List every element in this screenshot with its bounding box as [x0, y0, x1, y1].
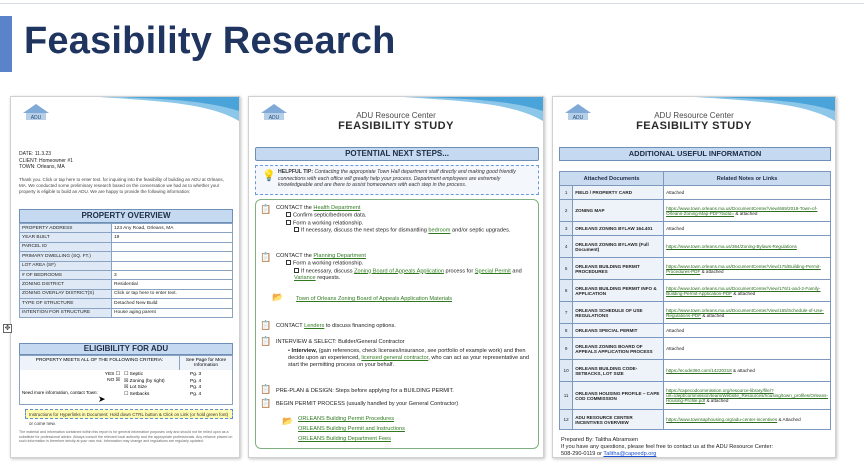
lenders-link[interactable]: Lenders [304, 323, 325, 329]
no-option[interactable]: NO ☒ [107, 378, 120, 383]
header-subtitle: ADU Resource Center [356, 111, 436, 120]
interview-bullet: • Interview, (gain references, check licenses/insurance, see portfolio of example work) and then decide upon an experienced, licensed general contractor, who can act as your representative and start the permitting process on your behalf. [288, 348, 530, 368]
overview-value[interactable]: 3 [112, 270, 233, 279]
overview-value[interactable]: Detached New Build [112, 299, 233, 308]
row-number: 11 [560, 382, 573, 410]
permit-procedures-link[interactable]: ORLEANS Building Permit Procedures [298, 416, 395, 422]
contact-text: If you have any questions, please feel free to contact us at the ADU Resource Center: [561, 444, 774, 450]
overview-value[interactable] [112, 252, 233, 261]
page-ref: Pg. 4 [190, 391, 202, 397]
table-row [560, 410, 831, 430]
folder-icon: 📂 [282, 416, 294, 426]
overview-key: PARCEL ID [20, 242, 112, 251]
planning-sub-and: and [512, 268, 522, 274]
svg-text:ADU: ADU [30, 115, 42, 121]
checklist-icon: 📋 [260, 204, 272, 214]
table-row [560, 236, 831, 258]
eligibility-page-refs [190, 372, 201, 398]
document-note [664, 280, 831, 302]
checklist-icon: 📋 [260, 252, 272, 262]
property-overview-table [19, 223, 233, 318]
preplan-step: PRE-PLAN & DESIGN: Steps before applying for a BUILDING PERMIT. [276, 388, 454, 394]
contact-phone: 508-290-0119 or [561, 451, 602, 457]
document-link[interactable]: https://ecode360.com/14220318 [666, 368, 732, 373]
document-note [664, 324, 831, 338]
document-name: FIELD / PROPERTY CARD [573, 186, 664, 200]
table-row [20, 299, 233, 308]
planning-lead: CONTACT the [276, 253, 312, 259]
document-link[interactable]: https://www.town.orleans.ma.us/DocumentCenter/View/175/Building-Permit-Procedures-PDF [666, 263, 821, 274]
zba-materials [296, 296, 452, 303]
document-note [664, 382, 831, 410]
criteria-setbacks[interactable]: ☐ Setbacks [124, 391, 150, 397]
document-note-text: & attached [733, 368, 755, 373]
need-more-info: Need more information, contact Town: [22, 390, 98, 395]
checkbox[interactable] [286, 212, 291, 217]
adu-logo-icon [19, 101, 53, 123]
table-row [20, 308, 233, 317]
overview-key: ZONING OVERLAY DISTRICT(S) [20, 289, 112, 298]
permit-instructions-link[interactable]: ORLEANS Building Permit and Instructions [298, 426, 405, 432]
header-subtitle: ADU Resource Center [654, 111, 734, 120]
table-row [560, 302, 831, 324]
additional-info-title: ADDITIONAL USEFUL INFORMATION [559, 147, 831, 161]
tip-label: HELPFUL TIP: [278, 169, 314, 175]
document-name: ORLEANS BUILDING PERMIT INFO & APPLICATION [573, 280, 664, 302]
table-row [560, 280, 831, 302]
row-number: 9 [560, 338, 573, 360]
table-row [20, 252, 233, 261]
table-row [560, 338, 831, 360]
overview-key: TYPE OF STRUCTURE [20, 299, 112, 308]
zba-materials-link[interactable]: Town of Orleans Zoning Board of Appeals Application Materials [296, 296, 453, 302]
overview-value[interactable]: Residential [112, 280, 233, 289]
client-meta [19, 151, 73, 171]
yes-option[interactable]: YES ☐ [104, 372, 120, 377]
licensed-contractor-link[interactable]: licensed general contractor [361, 355, 429, 361]
folder-icon: 📂 [272, 292, 284, 302]
table-row [20, 289, 233, 298]
document-note-text: Attached [666, 328, 685, 333]
property-overview-title: PROPERTY OVERVIEW [19, 209, 233, 223]
planning-step [276, 253, 532, 282]
document-link[interactable]: https://capecodcommission.org/resource-library/file/?url=/dept/commission/team/Website_Resources/housing/town_profiles/Orleans-Housing-Profile.pdf [666, 388, 828, 403]
document-note [664, 222, 831, 236]
eligibility-criteria-list [124, 372, 165, 398]
document-note-text: & attached [702, 312, 725, 318]
contact-details [561, 451, 773, 458]
document-name: ORLEANS ZONING BYLAW 164.401 [573, 222, 664, 236]
checklist-icon: 📋 [260, 336, 272, 346]
document-note [664, 338, 831, 360]
overview-key: LOT AREA (SF) [20, 261, 112, 270]
attached-documents-table [559, 171, 831, 430]
row-number: 5 [560, 258, 573, 280]
health-item [276, 212, 532, 220]
title-accent-bar [0, 16, 12, 72]
row-number: 8 [560, 324, 573, 338]
header-title: FEASIBILITY STUDY [636, 120, 752, 132]
table-row [560, 360, 831, 382]
overview-key: PROPERTY ADDRESS [20, 224, 112, 233]
document-link[interactable]: https://www.town.orleans.ma.us/364/Zoning-Bylaws-Regulations [666, 244, 797, 249]
document-link[interactable]: https://www.town.orleans.ma.us/DocumentCenter/View/165/Schedule-of-Use-Regulations-PDF [666, 307, 824, 318]
feasibility-page-3 [552, 96, 836, 458]
health-item-label: Confirm septic/bedroom data. [293, 212, 367, 219]
health-sub-label: If necessary, discuss the next steps for dismantling [301, 227, 427, 234]
table-row [560, 186, 831, 200]
health-step [276, 205, 532, 235]
document-note-text: Attached [666, 226, 685, 231]
document-name: ORLEANS HOUSING PROFILE – CAPE COD COMMISSION [573, 382, 664, 410]
variance-link[interactable]: Variance [294, 275, 316, 281]
slide-title: Feasibility Research [24, 20, 396, 62]
table-move-handle-icon[interactable]: ✥ [4, 325, 11, 332]
document-note [664, 302, 831, 324]
table-row [20, 261, 233, 270]
page-ref: Pg. 4 [190, 378, 202, 384]
interview-bold: Interview, [291, 348, 318, 354]
svg-text:ADU: ADU [268, 115, 280, 121]
meta-date: DATE: 11.3.23 [19, 151, 52, 157]
overview-key: PRIMARY DWELLING (SQ. FT.) [20, 252, 112, 261]
document-name: ZONING MAP [573, 200, 664, 222]
table-row [560, 222, 831, 236]
feasibility-page-1 [10, 96, 240, 458]
interview-tail: , who can act as your representative and start the permitting process on your behalf. [288, 355, 530, 368]
col-related-notes: Related Notes or Links [664, 172, 831, 186]
header-wave-graphic [99, 97, 239, 121]
document-note-text: Attached [666, 346, 685, 351]
document-note [664, 360, 831, 382]
header-title: FEASIBILITY STUDY [338, 120, 454, 132]
planning-item-label: Form a working relationship. [293, 260, 364, 267]
row-number: 4 [560, 236, 573, 258]
planning-sub-label: If necessary, discuss [301, 268, 353, 274]
document-name: ORLEANS ZONING BOARD OF APPEALS APPLICATION PROCESS [573, 338, 664, 360]
row-number: 3 [560, 222, 573, 236]
checkbox[interactable] [286, 220, 291, 225]
bedroom-link[interactable]: bedroom [428, 227, 451, 234]
table-row [20, 224, 233, 233]
page-header [249, 111, 543, 132]
tip-text: Contacting the appropriate Town Hall department staff directly and making good friendly connections with each office will greatly help your process. Department employees are extremely knowledgeable and are there to assist homeowners with each step in the process. [278, 169, 516, 189]
table-row [560, 200, 831, 222]
lenders-lead: CONTACT [276, 323, 303, 329]
document-note [664, 186, 831, 200]
overview-key: INTENTION FOR STRUCTURE [20, 308, 112, 317]
top-divider [0, 3, 864, 4]
overview-value[interactable] [112, 242, 233, 251]
overview-key: ZONING DISTRICT [20, 280, 112, 289]
planning-department-link[interactable]: Planning Department [313, 253, 366, 259]
mouse-cursor-icon: ➤ [98, 394, 106, 404]
row-number: 10 [560, 360, 573, 382]
interview-title: INTERVIEW & SELECT: Builder/General Contractor [276, 339, 405, 345]
intro-paragraph: Thank you. Click or tap here to enter text. for inquiring into the feasibility of building an ADU at Orleans, MA. We conducted some preliminary research based on the conversation we had as to whether your property is eligible to build an ADU. We are happy to provide the following information: [19, 177, 224, 194]
overview-key: # OF BEDROOMS [20, 270, 112, 279]
interview-step [276, 339, 532, 369]
document-name: ORLEANS BUILDING PERMIT PROCEDURES [573, 258, 664, 280]
document-note-text: & attached [701, 268, 724, 274]
overview-value[interactable]: House aging parent [112, 308, 233, 317]
health-department-link[interactable]: Health Department [313, 205, 361, 211]
table-row [560, 258, 831, 280]
document-link[interactable]: https://www.town.orleans.ma.us/DocumentCenter/View/176/1-and-2-Family-Building-Permit-Application-PDF [666, 285, 821, 296]
row-number: 6 [560, 280, 573, 302]
document-note-text: & attached [706, 398, 729, 403]
interview-text: (gain references, check licenses/insurance, see portfolio of example work) and then decide upon an experienced, [288, 348, 526, 361]
meta-client: CLIENT: Homeowner #1 [19, 157, 73, 164]
col-attached-documents: Attached Documents [560, 172, 664, 186]
document-note-text: & Attached [778, 417, 801, 422]
document-note [664, 258, 831, 280]
document-link[interactable]: https://www.town.orleans.ma.us/DocumentCenter/View/669/2018-Town-of-Orleans-Zoning-Map-PDF?bidId= [666, 205, 818, 216]
page-ref: Pg. 4 [190, 385, 202, 390]
document-name: ORLEANS SCHEDULE OF USE REGULATIONS [573, 302, 664, 324]
feasibility-page-2 [248, 96, 544, 458]
next-steps-box [255, 199, 539, 449]
document-note [664, 236, 831, 258]
checklist-icon: 📋 [260, 384, 272, 394]
row-number: 1 [560, 186, 573, 200]
helpful-tip-box [255, 165, 539, 195]
table-row [20, 270, 233, 279]
contact-email-link[interactable]: Talitha@capeedp.org [603, 451, 657, 457]
planning-sub-tail: requests. [317, 275, 341, 281]
lenders-step [276, 323, 396, 330]
table-row [20, 233, 233, 242]
eligibility-grid [19, 355, 233, 405]
document-note-text: & attached [735, 210, 758, 216]
eligibility-yes-no [80, 372, 120, 384]
table-row [560, 324, 831, 338]
checklist-icon: 📋 [260, 320, 272, 330]
health-sub-tail: and/or septic upgrades. [452, 227, 511, 234]
criteria-zoning[interactable]: ☒ Zoning (by right) [124, 378, 165, 384]
table-row [20, 280, 233, 289]
disclaimer-footer: The material and information contained within this report is for general information purposes only and should not be relied upon as a substitute for professional advice. Always consult the relevant local authority and the appropriate professionals. Any reliance placed on such information is therefore strictly at your own risk. Information may change and regulations are regularly updated. [19, 430, 233, 444]
row-number: 7 [560, 302, 573, 324]
document-name: ADU RESOURCE CENTER INCENTIVES OVERVIEW [573, 410, 664, 430]
checkbox[interactable] [286, 260, 291, 265]
document-name: ORLEANS BUILDING CODE- SETBACKS, LOT SIZE [573, 360, 664, 382]
document-name: ORLEANS ZONING BYLAWS (Full Document) [573, 236, 664, 258]
health-lead: CONTACT the [276, 205, 312, 211]
eligibility-criteria-header: PROPERTY MEETS ALL OF THE FOLLOWING CRITERIA: [20, 356, 180, 370]
row-number: 12 [560, 410, 573, 430]
criteria-lot-size[interactable]: ☒ Lot Size [124, 385, 147, 390]
special-permit-link[interactable]: Special Permit [474, 268, 511, 274]
svg-text:ADU: ADU [572, 115, 584, 121]
permit-links [298, 414, 405, 444]
document-name: ORLEANS SPECIAL PERMIT [573, 324, 664, 338]
meta-town: TOWN: Orleans, MA [19, 164, 65, 170]
planning-sub-mid: process for [445, 268, 474, 274]
prepared-by-block [561, 437, 773, 458]
prepared-by: Prepared By: Talitha Abramsen [561, 437, 639, 443]
overview-value[interactable]: Click or tap here to enter text. [112, 289, 233, 298]
table-row [560, 382, 831, 410]
health-item [276, 220, 532, 228]
document-note-text: & attached [733, 290, 756, 296]
department-fees-link[interactable]: ORLEANS Building Department Fees [298, 436, 391, 442]
planning-sub-item [276, 268, 532, 283]
checklist-icon: 📋 [260, 398, 272, 408]
criteria-septic[interactable]: ☐ Septic [124, 372, 143, 377]
overview-value[interactable]: 123 Any Road, Orleans, MA [112, 224, 233, 233]
checkbox[interactable] [294, 227, 299, 232]
document-note-text: Attached [666, 190, 685, 195]
overview-key: YEAR BUILT [20, 233, 112, 242]
overview-value[interactable]: 19 [112, 233, 233, 242]
document-link[interactable]: https://www.townsaphousing.org/adu-center-incentives [666, 417, 778, 422]
document-note [664, 410, 831, 430]
eligibility-title: ELIGIBILITY FOR ADU [19, 343, 233, 355]
lightbulb-icon: 💡 [262, 170, 276, 182]
checkbox[interactable] [294, 268, 299, 273]
zba-application-link[interactable]: Zoning Board of Appeals Application [354, 268, 444, 274]
page-header [553, 111, 835, 132]
permit-step: BEGIN PERMIT PROCESS (usually handled by your General Contractor) [276, 401, 459, 407]
lenders-tail: to discuss financing options. [325, 323, 396, 329]
table-header-row [560, 172, 831, 186]
row-number: 2 [560, 200, 573, 222]
hyperlink-instructions-note: Instructions for Hyperlinks in Document: Hold down CTRL button & Click on Link (or hold green font) or come new. [25, 409, 233, 419]
eligibility-pages-header: See Page for More Information [180, 356, 232, 370]
next-steps-title: POTENTIAL NEXT STEPS... [255, 147, 539, 161]
page-ref: Pg. 3 [190, 372, 202, 377]
overview-value[interactable] [112, 261, 233, 270]
table-row [20, 242, 233, 251]
planning-item [276, 260, 532, 268]
document-note [664, 200, 831, 222]
health-sub-item [276, 227, 532, 235]
health-item-label: Form a working relationship. [293, 220, 364, 226]
